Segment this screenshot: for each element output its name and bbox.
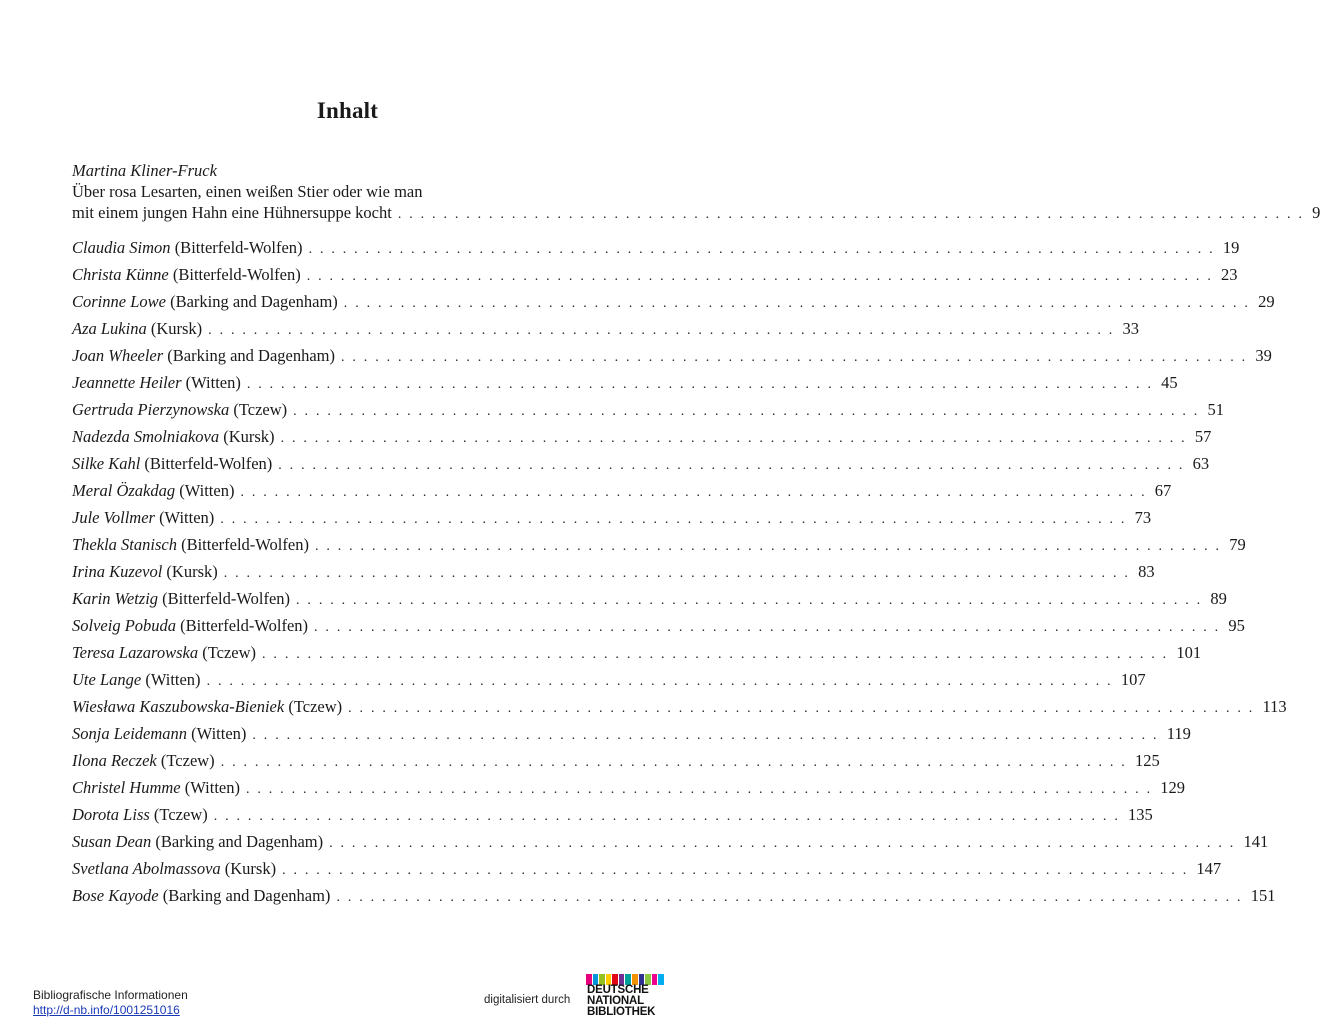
toc-entry-label [72,319,202,339]
author-name: Irina Kuzevol [72,562,163,581]
author-name: Jule Vollmer [72,508,155,527]
page-number: 51 [1207,400,1224,419]
dot-leader: . . . . . . . . . . . . . . . . . . . . . . . . . . . . . . . . . . . . . . . . . . . . . . . . . . . . . . . . . . . . . . . . . . . . . . . . . . . . . . . . [252,728,1159,743]
page-number: 63 [1192,454,1210,473]
dot-leader: . . . . . . . . . . . . . . . . . . . . . . . . . . . . . . . . . . . . . . . . . . . . . . . . . . . . . . . . . . . . . . . . . . . . . . . . . . . . . . . . [282,863,1189,878]
dnb-logo-line-2: NATIONAL [587,995,644,1007]
toc-entry [72,859,1222,886]
toc-entry [72,292,1275,319]
dot-leader: . . . . . . . . . . . . . . . . . . . . . . . . . . . . . . . . . . . . . . . . . . . . . . . . . . . . . . . . . . . . . . . . . . . . . . . . . . . . . . . . [223,566,1131,581]
logo-color-bar [652,974,658,985]
author-name: Silke Kahl [72,454,141,473]
toc-entry-label [72,832,323,852]
bibliographic-info [33,988,188,1018]
toc-entry-label [72,454,272,474]
page-number: 89 [1210,589,1227,608]
toc-entry-label [72,508,214,528]
author-name: Meral Özakdag [72,481,176,500]
author-place: (Kursk) [223,427,275,446]
author-name: Joan Wheeler [72,346,164,365]
toc-entry [72,751,1160,778]
page-number: 29 [1258,292,1275,311]
author-name: Svetlana Abolmassova [72,859,221,878]
author-place: (Bitterfeld-Wolfen) [144,454,273,473]
toc-entry [72,535,1246,562]
dot-leader: . . . . . . . . . . . . . . . . . . . . . . . . . . . . . . . . . . . . . . . . . . . . . . . . . . . . . . . . . . . . . . . . . . . . . . . . . . . . . . . . [308,242,1215,257]
author-name: Susan Dean [72,832,152,851]
logo-color-bar [658,974,664,985]
dot-leader: . . . . . . . . . . . . . . . . . . . . . . . . . . . . . . . . . . . . . . . . . . . . . . . . . . . . . . . . . . . . . . . . . . . . . . . . . . . . . . . . [293,404,1200,419]
page-number: 107 [1120,670,1146,689]
page-number: 95 [1228,616,1245,635]
toc-entry [72,346,1272,373]
author-place: (Bitterfeld-Wolfen) [162,589,291,608]
dot-leader: . . . . . . . . . . . . . . . . . . . . . . . . . . . . . . . . . . . . . . . . . . . . . . . . . . . . . . . . . . . . . . . . . . . . . . . . . . . . . . . . [278,458,1185,473]
toc-entry [72,319,1139,346]
page-number: 23 [1221,265,1238,284]
digitized-by-label: digitalisiert durch [484,994,571,1006]
dot-leader: . . . . . . . . . . . . . . . . . . . . . . . . . . . . . . . . . . . . . . . . . . . . . . . . . . . . . . . . . . . . . . . . . . . . . . . . . . . . . . . . [245,782,1153,797]
author-place: (Barking and Dagenham) [162,886,331,905]
author-place: (Kursk) [150,319,203,338]
author-place: (Bitterfeld-Wolfen) [180,616,309,635]
author-place: (Witten) [191,724,247,743]
page-number: 119 [1166,724,1191,743]
author-place: (Witten) [184,778,240,797]
author-name: Sonja Leidemann [72,724,188,743]
author-name: Claudia Simon [72,238,171,257]
dot-leader: . . . . . . . . . . . . . . . . . . . . . . . . . . . . . . . . . . . . . . . . . . . . . . . . . . . . . . . . . . . . . . . . . . . . . . . . . . . . . . . . [336,890,1243,905]
intro-title-row [72,202,1320,225]
author-name: Bose Kayode [72,886,159,905]
toc-entry [72,265,1238,292]
dot-leader: . . . . . . . . . . . . . . . . . . . . . . . . . . . . . . . . . . . . . . . . . . . . . . . . . . . . . . . . . . . . . . . . . . . . . . . . . . . . . . . . [343,296,1251,311]
page-number: 9 [1312,203,1320,222]
page-number: 101 [1176,643,1202,662]
dot-leader: . . . . . . . . . . . . . . . . . . . . . . . . . . . . . . . . . . . . . . . . . . . . . . . . . . . . . . . . . . . . . . . . . . . . . . . . . . . . . . . . [246,377,1154,392]
toc-entry-label [72,238,303,258]
toc-entry [72,670,1146,697]
author-name: Christa Künne [72,265,169,284]
toc-entry [72,400,1224,427]
author-place: (Witten) [179,481,235,500]
page-number: 19 [1222,238,1240,257]
page-number: 79 [1229,535,1246,554]
toc-entry-label [72,589,290,609]
dot-leader: . . . . . . . . . . . . . . . . . . . . . . . . . . . . . . . . . . . . . . . . . . . . . . . . . . . . . . . . . . . . . . . . . . . . . . . . . . . . . . . . [262,647,1169,662]
toc-entry [72,724,1191,751]
author-place: (Bitterfeld-Wolfen) [174,238,303,257]
toc-entry [72,481,1172,508]
toc-entry [72,616,1245,643]
author-place: (Tczew) [233,400,288,419]
dot-leader: . . . . . . . . . . . . . . . . . . . . . . . . . . . . . . . . . . . . . . . . . . . . . . . . . . . . . . . . . . . . . . . . . . . . . . . . . . . . . . . . [220,512,1127,527]
page-number: 33 [1122,319,1139,338]
intro-title-line-2: mit einem jungen Hahn eine Hühnersuppe kocht [72,203,392,222]
page-number: 141 [1243,832,1269,851]
toc-entry [72,454,1210,481]
dot-leader: . . . . . . . . . . . . . . . . . . . . . . . . . . . . . . . . . . . . . . . . . . . . . . . . . . . . . . . . . . . . . . . . . . . . . . . . . . . . . . . . [213,809,1121,824]
intro-author: Martina Kliner-Fruck [72,161,217,180]
toc-entry [72,589,1227,616]
author-place: (Tczew) [202,643,257,662]
dnb-logo [586,974,664,1020]
toc-entry-label [72,562,218,582]
toc-entry-label [72,778,240,798]
page-number: 125 [1135,751,1160,770]
intro-title-line-1: Über rosa Lesarten, einen weißen Stier oder wie man [72,182,423,201]
toc-entry-label [72,427,275,447]
toc-entry [72,508,1152,535]
page-number: 39 [1255,346,1272,365]
dot-leader: . . . . . . . . . . . . . . . . . . . . . . . . . . . . . . . . . . . . . . . . . . . . . . . . . . . . . . . . . . . . . . . . . . . . . . . . . . . . . . . . [306,269,1214,284]
author-place: (Tczew) [153,805,208,824]
author-place: (Kursk) [166,562,218,581]
dot-leader: . . . . . . . . . . . . . . . . . . . . . . . . . . . . . . . . . . . . . . . . . . . . . . . . . . . . . . . . . . . . . . . . . . . . . . . . . . . . . . . . [280,431,1187,446]
toc-entry [72,778,1186,805]
toc-entry-label [72,643,256,663]
toc-entry [72,697,1287,724]
toc-entry-label [72,373,241,393]
page-number: 45 [1161,373,1178,392]
author-name: Ute Lange [72,670,142,689]
toc-entry [72,373,1178,400]
dot-leader: . . . . . . . . . . . . . . . . . . . . . . . . . . . . . . . . . . . . . . . . . . . . . . . . . . . . . . . . . . . . . . . . . . . . . . . . . . . . . . . . [348,701,1255,716]
toc-entry-label [72,724,246,744]
toc-entry-label [72,697,342,717]
author-name: Christel Humme [72,778,181,797]
toc-entry-label [72,292,338,312]
toc-entry-label [72,481,234,501]
dot-leader: . . . . . . . . . . . . . . . . . . . . . . . . . . . . . . . . . . . . . . . . . . . . . . . . . . . . . . . . . . . . . . . . . . . . . . . . . . . . . . . . [206,674,1113,689]
toc-entry-label [72,265,301,285]
page-number: 83 [1138,562,1155,581]
page-number: 113 [1262,697,1287,716]
author-name: Ilona Reczek [72,751,157,770]
author-name: Dorota Liss [72,805,150,824]
dnb-logo-line-1: DEUTSCHE [587,984,649,996]
toc-entry [72,427,1212,454]
author-name: Wiesława Kaszubowska-Bieniek [72,697,285,716]
toc-entry [72,238,1240,265]
dot-leader: . . . . . . . . . . . . . . . . . . . . . . . . . . . . . . . . . . . . . . . . . . . . . . . . . . . . . . . . . . . . . . . . . . . . . . . . . . . . . . . . [329,836,1236,851]
author-place: (Bitterfeld-Wolfen) [172,265,301,284]
dot-leader: . . . . . . . . . . . . . . . . . . . . . . . . . . . . . . . . . . . . . . . . . . . . . . . . . . . . . . . . . . . . . . . . . . . . . . . . . . . . . . . . [208,323,1115,338]
author-place: (Kursk) [224,859,277,878]
author-name: Nadezda Smolniakova [72,427,220,446]
bibliographic-info-label: Bibliografische Informationen [33,988,188,1002]
author-place: (Bitterfeld-Wolfen) [181,535,309,554]
table-of-contents [72,238,1287,913]
author-name: Gertruda Pierzynowska [72,400,230,419]
toc-entry-label [72,859,276,879]
page-number: 135 [1128,805,1153,824]
dot-leader: . . . . . . . . . . . . . . . . . . . . . . . . . . . . . . . . . . . . . . . . . . . . . . . . . . . . . . . . . . . . . . . . . . . . . . . . . . . . . . . . [240,485,1147,500]
bibliographic-info-link[interactable]: http://d-nb.info/1001251016 [33,1003,180,1017]
toc-entry-label [72,400,287,420]
page-number: 129 [1160,778,1186,797]
toc-entry [72,643,1202,670]
dot-leader: . . . . . . . . . . . . . . . . . . . . . . . . . . . . . . . . . . . . . . . . . . . . . . . . . . . . . . . . . . . . . . . . . . . . . . . . . . . . . . . . [397,207,1305,222]
author-place: (Tczew) [288,697,343,716]
toc-entry-label [72,805,208,825]
toc-entry-label [72,616,308,636]
page-number: 67 [1154,481,1172,500]
author-place: (Witten) [145,670,201,689]
toc-entry-label [72,886,330,906]
page-number: 151 [1250,886,1276,905]
author-place: (Barking and Dagenham) [170,292,338,311]
dnb-logo-line-3: BIBLIOTHEK [587,1006,656,1018]
toc-entry-label [72,346,335,366]
page-number: 73 [1134,508,1152,527]
author-place: (Witten) [185,373,241,392]
author-place: (Barking and Dagenham) [155,832,324,851]
author-name: Thekla Stanisch [72,535,177,554]
author-place: (Witten) [159,508,215,527]
dot-leader: . . . . . . . . . . . . . . . . . . . . . . . . . . . . . . . . . . . . . . . . . . . . . . . . . . . . . . . . . . . . . . . . . . . . . . . . . . . . . . . . [220,755,1127,770]
author-name: Jeannette Heiler [72,373,182,392]
dot-leader: . . . . . . . . . . . . . . . . . . . . . . . . . . . . . . . . . . . . . . . . . . . . . . . . . . . . . . . . . . . . . . . . . . . . . . . . . . . . . . . . [314,539,1222,554]
toc-entry [72,886,1276,913]
toc-entry-label [72,751,215,771]
author-name: Corinne Lowe [72,292,166,311]
toc-entry [72,562,1155,589]
toc-entry [72,832,1269,859]
dot-leader: . . . . . . . . . . . . . . . . . . . . . . . . . . . . . . . . . . . . . . . . . . . . . . . . . . . . . . . . . . . . . . . . . . . . . . . . . . . . . . . . [341,350,1248,365]
page-title: Inhalt [316,98,379,123]
author-name: Solveig Pobuda [72,616,177,635]
author-place: (Barking and Dagenham) [167,346,335,365]
author-place: (Tczew) [160,751,215,770]
page-number: 57 [1194,427,1212,446]
author-name: Aza Lukina [72,319,147,338]
toc-entry [72,805,1153,832]
dot-leader: . . . . . . . . . . . . . . . . . . . . . . . . . . . . . . . . . . . . . . . . . . . . . . . . . . . . . . . . . . . . . . . . . . . . . . . . . . . . . . . . [296,593,1203,608]
author-name: Teresa Lazarowska [72,643,199,662]
author-name: Karin Wetzig [72,589,159,608]
page-number: 147 [1196,859,1222,878]
toc-entry-label [72,670,201,690]
intro-entry [72,160,1320,225]
dot-leader: . . . . . . . . . . . . . . . . . . . . . . . . . . . . . . . . . . . . . . . . . . . . . . . . . . . . . . . . . . . . . . . . . . . . . . . . . . . . . . . . [314,620,1221,635]
toc-entry-label [72,535,309,555]
